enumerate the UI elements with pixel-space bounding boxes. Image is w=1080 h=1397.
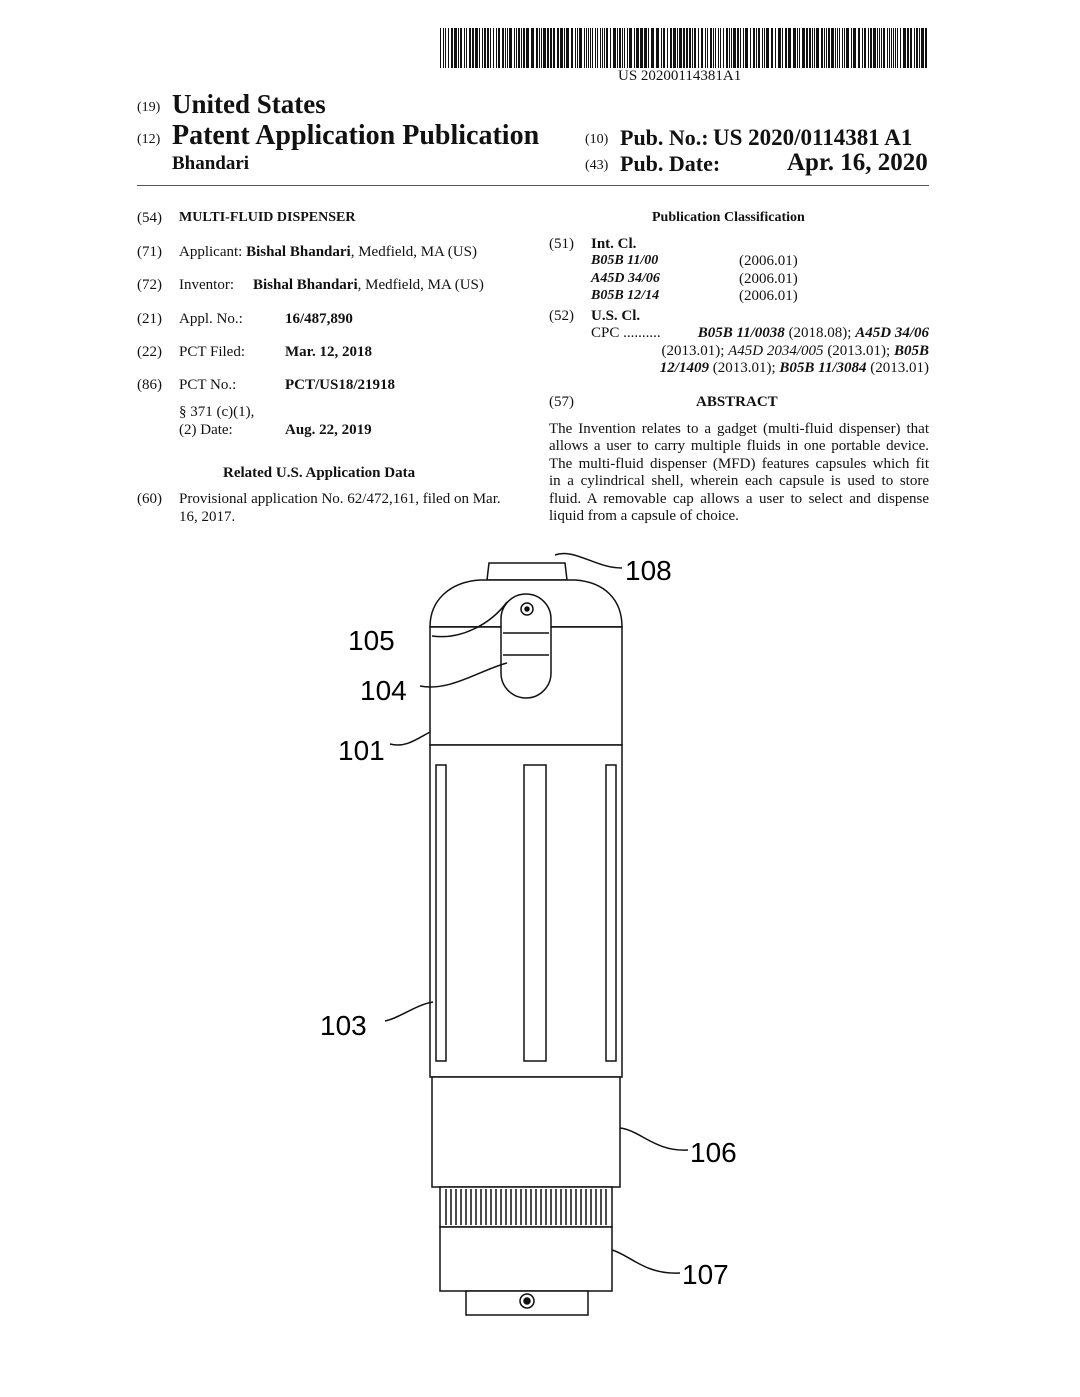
int-cl-label: Int. Cl. <box>591 236 637 252</box>
leader-106 <box>620 1128 688 1150</box>
barcode-bar <box>673 28 676 68</box>
barcode-bar <box>683 28 685 68</box>
barcode-bar <box>835 28 836 68</box>
barcode-bar <box>670 28 672 68</box>
barcode-bar <box>826 28 827 68</box>
cpc-code-5: 12/1409 <box>659 360 709 376</box>
leader-101 <box>390 732 430 745</box>
pub-date-label: Pub. Date: <box>620 151 721 176</box>
barcode-bar <box>858 28 860 68</box>
barcode-bar <box>661 28 662 68</box>
barcode-bar <box>518 28 520 68</box>
barcode-bar <box>916 28 918 68</box>
inventor-name: Bishal Bhandari <box>253 277 358 293</box>
pct-filed: Mar. 12, 2018 <box>285 344 372 360</box>
barcode-bar <box>713 28 714 68</box>
barcode-bar <box>782 28 783 68</box>
cpc-year-6: (2013.01) <box>866 360 929 376</box>
barcode-bar <box>839 28 840 68</box>
barcode-bar <box>440 28 441 68</box>
int-cl-year-2: (2006.01) <box>739 271 798 287</box>
barcode-bar <box>740 28 741 68</box>
barcode-bar <box>851 28 852 68</box>
barcode-bar <box>498 28 500 68</box>
abstract-line-2: allows a user to carry multiple fluids in one portable device. <box>549 438 929 454</box>
barcode-bar <box>821 28 823 68</box>
barcode-bar <box>692 28 693 68</box>
barcode-bar <box>663 28 665 68</box>
barcode-bar <box>785 28 787 68</box>
barcode-bar <box>921 28 924 68</box>
barcode-bar <box>624 28 625 68</box>
barcode-bar <box>460 28 462 68</box>
band-106 <box>432 1077 620 1187</box>
barcode-bar <box>640 28 643 68</box>
barcode-bar <box>816 28 819 68</box>
barcode-bar <box>458 28 459 68</box>
barcode-bar <box>743 28 744 68</box>
barcode-bar <box>870 28 872 68</box>
barcode-bar <box>762 28 763 68</box>
base-screw-dot <box>524 1298 530 1304</box>
inventor-row <box>253 277 484 294</box>
barcode-bar <box>482 28 483 68</box>
appl-no: 16/487,890 <box>285 311 353 327</box>
pub-date: Apr. 16, 2020 <box>787 149 928 176</box>
inventor-place: , Medfield, MA (US) <box>357 277 484 293</box>
inid-54: (54) <box>137 210 162 226</box>
barcode-bar <box>726 28 728 68</box>
abstract-heading: ABSTRACT <box>696 394 778 410</box>
cpc-year-1: (2018.08); <box>784 325 856 341</box>
abstract-line-3: The multi-fluid dispenser (MFD) features capsules which fit <box>549 456 929 472</box>
barcode-bar <box>493 28 494 68</box>
barcode-bar <box>828 28 830 68</box>
barcode-bar <box>586 28 587 68</box>
barcode-bar <box>487 28 489 68</box>
barcode-bar <box>891 28 892 68</box>
barcode-bar <box>842 28 843 68</box>
barcode-bar <box>689 28 691 68</box>
barcode-bar <box>715 28 716 68</box>
barcode-bar <box>445 28 446 68</box>
pct-no: PCT/US18/21918 <box>285 377 396 393</box>
cpc-code-4: B05B <box>893 343 929 359</box>
barcode-bar <box>526 28 529 68</box>
barcode-bar <box>531 28 534 68</box>
barcode-bar <box>895 28 896 68</box>
inid-12: (12) <box>137 132 161 147</box>
int-cl-year-1: (2006.01) <box>739 253 798 269</box>
label-101: 101 <box>338 735 385 766</box>
barcode-bar <box>831 28 834 68</box>
pub-no-label: Pub. No.: <box>620 125 709 150</box>
inid-19: (19) <box>137 100 161 115</box>
applicant-row <box>179 244 477 261</box>
barcode-bar <box>873 28 876 68</box>
barcode-bar <box>778 28 781 68</box>
barcode-bar <box>579 28 582 68</box>
barcode-bar <box>597 28 598 68</box>
barcode-bar <box>613 28 616 68</box>
barcode-bar <box>490 28 491 68</box>
cpc-line2 <box>641 343 929 360</box>
barcode-bar <box>893 28 894 68</box>
barcode-bar <box>509 28 512 68</box>
barcode-bar <box>496 28 497 68</box>
barcode-bar <box>705 28 706 68</box>
barcode-bar <box>844 28 845 68</box>
barcode-bar <box>919 28 920 68</box>
barcode-bar <box>731 28 732 68</box>
barcode-bar <box>507 28 508 68</box>
cpc-code-2: A45D 34/06 <box>855 325 929 341</box>
inid-86: (86) <box>137 377 162 393</box>
patent-drawing <box>0 540 1080 1320</box>
barcode-bar <box>729 28 730 68</box>
barcode-bar <box>720 28 721 68</box>
provisional-line1: Provisional application No. 62/472,161, filed on Mar. <box>179 491 501 507</box>
barcode-bar <box>877 28 878 68</box>
barcode-bar <box>723 28 724 68</box>
leader-103 <box>385 1002 433 1021</box>
applicant-label: Applicant: <box>179 244 243 260</box>
barcode-bar <box>541 28 542 68</box>
barcode-bar <box>600 28 601 68</box>
barcode-bar <box>879 28 880 68</box>
barcode-bar <box>756 28 757 68</box>
barcode-bar <box>502 28 504 68</box>
barcode-bar <box>883 28 885 68</box>
inid-52: (52) <box>549 308 574 324</box>
barcode-bar <box>577 28 578 68</box>
barcode-bar <box>536 28 538 68</box>
barcode-bar <box>766 28 769 68</box>
applicant-place: , Medfield, MA (US) <box>350 244 477 260</box>
inid-72: (72) <box>137 277 162 293</box>
cpc-year-5: (2013.01); <box>708 360 780 376</box>
barcode-bar <box>701 28 703 68</box>
barcode-bar <box>469 28 471 68</box>
country: United States <box>172 89 326 119</box>
barcode-bar <box>881 28 882 68</box>
barcode-bar <box>793 28 796 68</box>
barcode-bar <box>606 28 608 68</box>
barcode-bar <box>636 28 639 68</box>
barcode-bar <box>812 28 813 68</box>
label-107: 107 <box>682 1259 729 1290</box>
barcode-bar <box>910 28 912 68</box>
barcode-bar <box>557 28 559 68</box>
barcode-bar <box>505 28 506 68</box>
applicant-name: Bishal Bhandari <box>246 244 351 260</box>
barcode-bar <box>604 28 605 68</box>
barcode-bar <box>651 28 654 68</box>
barcode-bar <box>622 28 623 68</box>
inid-43: (43) <box>585 158 609 173</box>
cpc-year-2: (2013.01); <box>661 343 729 359</box>
barcode-bar <box>809 28 811 68</box>
barcode-bar <box>464 28 465 68</box>
document-type: Patent Application Publication <box>172 120 540 151</box>
cpc-line1 <box>591 325 929 342</box>
barcode-bar <box>479 28 480 68</box>
abstract-line-1: The Invention relates to a gadget (multi-fluid dispenser) that <box>549 421 929 437</box>
barcode-bar <box>617 28 618 68</box>
barcode-bar <box>592 28 593 68</box>
inid-10: (10) <box>585 132 609 147</box>
barcode-bar <box>799 28 800 68</box>
label-103: 103 <box>320 1010 367 1041</box>
barcode-bar <box>907 28 909 68</box>
barcode-bar <box>737 28 739 68</box>
cpc-prefix: CPC .......... <box>591 325 661 341</box>
barcode-bar <box>629 28 632 68</box>
barcode-bar <box>575 28 576 68</box>
cpc-code-3: A45D 2034/005 <box>728 343 824 359</box>
related-heading: Related U.S. Application Data <box>223 465 416 481</box>
barcode-bar <box>619 28 621 68</box>
barcode-bar <box>644 28 647 68</box>
barcode-bar <box>710 28 712 68</box>
barcode-bar <box>656 28 659 68</box>
barcode-bar <box>775 28 776 68</box>
selector-screw-dot <box>525 607 529 611</box>
barcode-bar <box>694 28 696 68</box>
barcode <box>440 28 928 68</box>
barcode-bar <box>448 28 449 68</box>
barcode-bar <box>750 28 751 68</box>
label-105: 105 <box>348 625 395 656</box>
barcode-bar <box>837 28 838 68</box>
section-371-date: Aug. 22, 2019 <box>285 422 372 438</box>
barcode-bar <box>707 28 708 68</box>
barcode-bar <box>824 28 825 68</box>
barcode-bar <box>627 28 628 68</box>
barcode-bar <box>925 28 927 68</box>
barcode-bar <box>516 28 517 68</box>
barcode-bar <box>454 28 457 68</box>
barcode-bar <box>595 28 596 68</box>
barcode-bar <box>566 28 569 68</box>
barcode-bar <box>590 28 591 68</box>
barcode-bar <box>543 28 546 68</box>
barcode-bar <box>788 28 791 68</box>
barcode-bar <box>686 28 688 68</box>
inventor-short: Bhandari <box>172 153 250 174</box>
barcode-bar <box>550 28 552 68</box>
section-371: § 371 (c)(1), <box>179 404 255 420</box>
barcode-number: US 20200114381A1 <box>618 68 742 84</box>
barcode-bar <box>521 28 522 68</box>
barcode-bar <box>547 28 549 68</box>
barcode-bar <box>602 28 603 68</box>
barcode-bar <box>443 28 444 68</box>
barcode-bar <box>864 28 866 68</box>
base-107 <box>440 1227 612 1291</box>
cpc-year-3: (2013.01); <box>823 343 894 359</box>
barcode-bar <box>806 28 808 68</box>
barcode-bar <box>753 28 755 68</box>
barcode-bar <box>475 28 478 68</box>
barcode-bar <box>718 28 719 68</box>
inid-57: (57) <box>549 394 574 410</box>
barcode-bar <box>868 28 869 68</box>
barcode-bar <box>897 28 898 68</box>
barcode-bar <box>903 28 906 68</box>
barcode-bar <box>553 28 555 68</box>
barcode-bar <box>914 28 915 68</box>
barcode-bar <box>679 28 682 68</box>
barcode-bar <box>472 28 474 68</box>
barcode-graphic <box>440 28 928 68</box>
cpc-line3 <box>641 360 929 377</box>
barcode-bar <box>733 28 736 68</box>
invention-title: MULTI-FLUID DISPENSER <box>179 210 356 225</box>
barcode-bar <box>667 28 668 68</box>
label-106: 106 <box>690 1137 737 1168</box>
barcode-bar <box>523 28 525 68</box>
abstract-line-5: fluid. A removable cap allows a user to select and dispense <box>549 491 929 507</box>
barcode-bar <box>571 28 573 68</box>
barcode-bar <box>802 28 805 68</box>
leader-107 <box>612 1250 680 1273</box>
label-104: 104 <box>360 675 407 706</box>
barcode-bar <box>560 28 563 68</box>
provisional-line2: 16, 2017. <box>179 509 236 525</box>
barcode-bar <box>677 28 678 68</box>
header-rule <box>137 185 929 186</box>
barcode-bar <box>564 28 565 68</box>
pub-no: US 2020/0114381 A1 <box>713 125 913 150</box>
barcode-bar <box>758 28 760 68</box>
section-371-date-label: (2) Date: <box>179 422 233 438</box>
inid-22: (22) <box>137 344 162 360</box>
barcode-bar <box>539 28 540 68</box>
abstract-line-4: in a cylindrical shell, wherein each capsule is used to store <box>549 473 929 489</box>
barcode-bar <box>887 28 888 68</box>
barcode-bar <box>588 28 589 68</box>
int-cl-code-1: B05B 11/00 <box>591 253 659 268</box>
int-cl-year-3: (2006.01) <box>739 288 798 304</box>
cpc-code-6: B05B 11/3084 <box>779 360 867 376</box>
barcode-bar <box>771 28 773 68</box>
shell-103 <box>430 745 622 1077</box>
cap-108 <box>487 563 567 580</box>
barcode-bar <box>648 28 649 68</box>
label-108: 108 <box>625 555 672 586</box>
abstract-line-6: liquid from a capsule of choice. <box>549 508 739 524</box>
barcode-bar <box>862 28 863 68</box>
barcode-bar <box>814 28 815 68</box>
appl-no-label: Appl. No.: <box>179 311 243 327</box>
inventor-label: Inventor: <box>179 277 234 293</box>
barcode-bar <box>514 28 515 68</box>
inid-60: (60) <box>137 491 162 507</box>
inid-71: (71) <box>137 244 162 260</box>
int-cl-code-3: B05B 12/14 <box>591 288 660 303</box>
barcode-bar <box>610 28 611 68</box>
barcode-bar <box>764 28 765 68</box>
barcode-bar <box>698 28 699 68</box>
pub-class-heading: Publication Classification <box>652 210 805 225</box>
barcode-bar <box>900 28 901 68</box>
pct-filed-label: PCT Filed: <box>179 344 245 360</box>
barcode-bar <box>846 28 849 68</box>
barcode-bar <box>584 28 585 68</box>
barcode-bar <box>889 28 890 68</box>
cpc-code-1: B05B 11/0038 <box>697 325 785 341</box>
barcode-bar <box>745 28 748 68</box>
barcode-bar <box>853 28 856 68</box>
inid-51: (51) <box>549 236 574 252</box>
inid-21: (21) <box>137 311 162 327</box>
pct-no-label: PCT No.: <box>179 377 237 393</box>
barcode-bar <box>466 28 467 68</box>
barcode-bar <box>634 28 635 68</box>
barcode-bar <box>484 28 486 68</box>
barcode-bar <box>451 28 453 68</box>
int-cl-code-2: A45D 34/06 <box>591 271 660 286</box>
barcode-bar <box>797 28 798 68</box>
us-cl-label: U.S. Cl. <box>591 308 641 324</box>
